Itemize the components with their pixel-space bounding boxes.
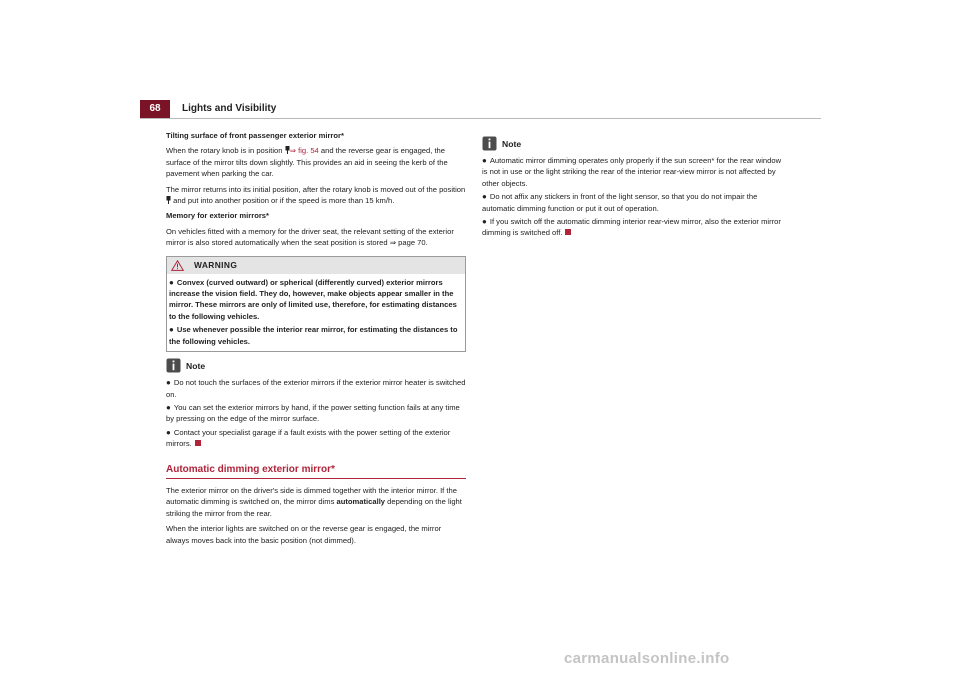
warning-body bbox=[167, 274, 465, 351]
bullet-icon: ● bbox=[169, 277, 174, 287]
watermark: carmanualsonline.info bbox=[564, 650, 730, 667]
note-info-icon bbox=[482, 136, 497, 151]
note-item: ● If you switch off the automatic dimming interior rear-view mirror, also the exterior mirror dimming is switched off. bbox=[482, 217, 781, 238]
section-paragraph-2: When the interior lights are switched on or the reverse gear is engaged, the mirror always moves back into the basic position (not dimmed). bbox=[166, 524, 442, 545]
section-end-icon bbox=[565, 229, 571, 235]
right-column bbox=[482, 134, 782, 241]
bullet-icon: ● bbox=[166, 402, 171, 412]
bullet-icon: ● bbox=[482, 156, 487, 165]
note-item: ● Contact your specialist garage if a fault exists with the power setting of the exterior mirrors. bbox=[166, 427, 451, 449]
section-paragraph-1: The exterior mirror on the driver's side is dimmed together with the interior mirror. If the automatic dimming is switched on, the mirror dims automatically depending on the light striking the mirror from the rear. bbox=[166, 485, 462, 518]
bullet-icon: ● bbox=[166, 427, 171, 437]
warning-item: ● Convex (curved outward) or spherical (differently curved) exterior mirrors increase the vision field. They do, however, make objects appear smaller in the mirror. These mirrors are only of limited use, therefore, for estimating distances to the following vehicles. bbox=[169, 277, 457, 321]
bullet-icon: ● bbox=[482, 192, 487, 202]
warning-title: WARNING bbox=[194, 259, 238, 270]
memory-text: On vehicles fitted with a memory for the driver seat, the relevant setting of the exterior mirror is also stored automatically when the seat position is stored ⇒ page 70. bbox=[166, 226, 454, 248]
note-item: ● Do not touch the surfaces of the exterior mirrors if the exterior mirror heater is switched on. bbox=[166, 378, 466, 399]
memory-heading: Memory for exterior mirrors* bbox=[166, 211, 269, 221]
note-item: ● You can set the exterior mirrors by hand, if the power setting function fails at any time by pressing on the edge of the mirror surface. bbox=[166, 402, 460, 424]
chapter-title: Lights and Visibility bbox=[182, 103, 277, 114]
tilt-paragraph-2: The mirror returns into its initial position, after the rotary knob is moved out of the position and put into another position or if the speed is more than 15 km/h. bbox=[166, 184, 466, 206]
note-title: Note bbox=[502, 139, 522, 149]
bullet-icon: ● bbox=[169, 325, 174, 335]
bullet-icon: ● bbox=[482, 217, 487, 227]
page-header bbox=[140, 100, 821, 119]
page-number: 68 bbox=[140, 100, 170, 118]
note-item: ● Do not affix any stickers in front of the light sensor, so that you do not impair the automatic dimming function or put it out of operation. bbox=[482, 192, 758, 213]
note-info-icon bbox=[166, 358, 181, 373]
tilt-paragraph-1: When the rotary knob is in position ⇒ fig. 54 and the reverse gear is engaged, the surface of the mirror tilts down slightly. This provides an aid in seeing the kerb of the pavement when parking the car. bbox=[166, 146, 448, 179]
warning-item: ● Use whenever possible the interior rear mirror, for estimating the distances to the following vehicles. bbox=[169, 325, 458, 346]
note-header bbox=[482, 136, 782, 153]
warning-header bbox=[167, 257, 465, 274]
section-title: Automatic dimming exterior mirror* bbox=[166, 464, 466, 479]
fig-54-link[interactable]: ⇒ fig. 54 bbox=[289, 146, 319, 156]
section-end-icon bbox=[195, 440, 201, 446]
note-header bbox=[166, 358, 466, 375]
warning-triangle-icon bbox=[171, 260, 184, 271]
left-column bbox=[166, 130, 466, 550]
warning-box bbox=[166, 256, 466, 352]
note-item: ● Automatic mirror dimming operates only properly if the sun screen* for the rear window is not in use or the light striking the rear of the interior rear-view mirror is not affected by other objects. bbox=[482, 156, 782, 188]
bullet-icon: ● bbox=[166, 378, 171, 388]
tilt-heading: Tilting surface of front passenger exterior mirror* bbox=[166, 131, 344, 140]
note-title: Note bbox=[186, 361, 206, 372]
